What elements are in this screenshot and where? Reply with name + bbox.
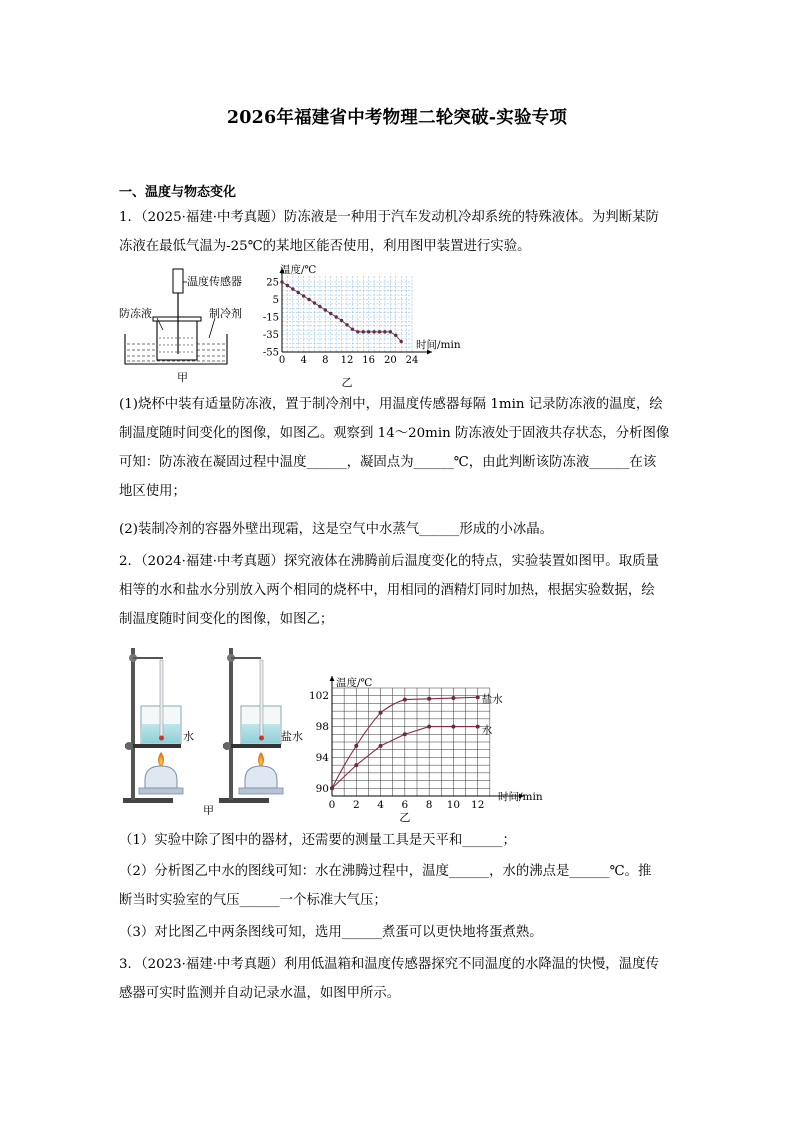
chart-caption: 乙 (399, 811, 411, 824)
q2-part3: （3）对比图乙中两条图线可知，选用______煮蛋可以更快地将蛋煮熟。 (119, 925, 543, 940)
q2-apparatus-figure (119, 640, 309, 815)
data-point (318, 305, 321, 308)
y-tick-label: 94 (315, 751, 329, 764)
data-point (372, 330, 375, 333)
y-tick-label: 90 (315, 782, 329, 795)
q2-part2 (119, 857, 679, 915)
q2-stem-line-3: 制温度随时间变化的图像，如图乙； (119, 612, 334, 627)
label-sensor: 温度传感器 (187, 275, 242, 288)
data-point (383, 330, 386, 333)
data-point (394, 334, 397, 337)
stand-rod (229, 648, 233, 800)
q2-stem (119, 547, 679, 634)
q3-stem-line-1: 3．（2023·福建·中考真题）利用低温箱和温度传感器探究不同温度的水降温的快慢，温度传 (119, 957, 659, 972)
x-tick-label: 8 (425, 799, 433, 811)
y-tick-label: 25 (266, 277, 279, 289)
data-point (324, 308, 327, 311)
y-tick-label: -15 (262, 312, 279, 324)
x-tick-label: 4 (377, 799, 384, 811)
q2-part2-line-2: 断当时实验室的气压______一个标准大气压； (119, 893, 387, 908)
x-tick-label: 2 (352, 799, 360, 811)
q2-stem-line-1: 2．（2024·福建·中考真题）探究液体在沸腾前后温度变化的特点，实验装置如图甲。取质量 (119, 554, 659, 569)
data-point (280, 280, 283, 283)
q1-part1-line-2: 制温度随时间变化的图像，如图乙。观察到 14～20min 防冻液处于固液共存状态，分析图像 (119, 426, 670, 441)
data-point (389, 330, 392, 333)
y-axis-label: 温度/℃ (280, 264, 317, 276)
q1-stem (119, 203, 679, 261)
series-label: 水 (481, 724, 493, 737)
caption-jia: 甲 (203, 804, 214, 815)
section-heading: 一、温度与物态变化 (119, 185, 237, 200)
data-point (403, 698, 407, 702)
x-tick-label: 24 (405, 355, 419, 366)
thermometer (260, 660, 263, 738)
thermometer (160, 660, 163, 738)
y-axis-label: 温度/℃ (336, 677, 373, 689)
caption-jia: 甲 (177, 371, 188, 384)
data-point (427, 725, 431, 729)
x-tick-label: 20 (383, 355, 397, 366)
data-point (334, 315, 337, 318)
q1-apparatus-figure (119, 266, 259, 386)
q1-part1 (119, 390, 679, 506)
data-point (286, 284, 289, 287)
data-point (451, 725, 455, 729)
data-point (302, 294, 305, 297)
q1-part1-line-1: (1)烧杯中装有适量防冻液，置于制冷剂中，用温度传感器每隔 1min 记录防冻液的温度，绘 (119, 397, 663, 412)
x-tick-label: 4 (300, 355, 307, 366)
data-point (291, 287, 294, 290)
stand-base (123, 798, 173, 803)
data-point (297, 291, 300, 294)
data-point (345, 323, 348, 326)
x-tick-label: 8 (322, 355, 329, 366)
alcohol-lamp (245, 766, 277, 788)
gauze-plate (223, 744, 281, 748)
x-axis-label: 时间/min (498, 791, 543, 803)
q3-stem-line-2: 感器可实时监测并自动记录水温，如图甲所示。 (119, 986, 401, 1001)
data-point (403, 732, 407, 736)
data-point (307, 298, 310, 301)
data-point (340, 319, 343, 322)
q2-part1: （1）实验中除了图中的器材，还需要的测量工具是天平和______； (119, 833, 516, 848)
sensor-head (173, 269, 183, 293)
y-tick-label: -35 (262, 330, 279, 341)
y-axis-arrow (330, 676, 335, 681)
y-tick-label: 102 (308, 690, 329, 703)
beaker-lid (153, 317, 201, 321)
label-antifreeze: 防冻液 (119, 307, 152, 320)
data-point (313, 301, 316, 304)
x-tick-label: 0 (328, 799, 336, 811)
q2-part2-line-1: （2）分析图乙中水的图线可知：水在沸腾过程中，温度______，水的沸点是______℃。推 (119, 864, 652, 879)
x-tick-label: 16 (362, 355, 376, 366)
data-point (476, 725, 480, 729)
data-point (427, 697, 431, 701)
gauze-plate (125, 744, 181, 748)
data-point (329, 312, 332, 315)
q1-cooling-chart (260, 262, 475, 390)
y-tick-label: 5 (272, 295, 279, 306)
q2-boiling-chart (308, 672, 558, 824)
data-point (367, 330, 370, 333)
data-point (354, 744, 358, 748)
data-point (379, 711, 383, 715)
series-label: 盐水 (481, 693, 503, 706)
thermometer-bulb (259, 736, 264, 741)
data-point (378, 330, 381, 333)
x-axis-label: 时间/min (416, 339, 461, 351)
stand-rod (131, 648, 135, 800)
q2-stem-line-2: 相等的水和盐水分别放入两个相同的烧杯中，用相同的酒精灯同时加热，根据实验数据，绘 (119, 583, 655, 598)
x-tick-label: 6 (401, 799, 409, 811)
data-point (379, 744, 383, 748)
q1-part1-line-4: 地区使用； (119, 484, 186, 499)
q1-stem-line-2: 冻液在最低气温为-25℃的某地区能否使用，利用图甲装置进行实验。 (119, 239, 531, 254)
data-point (362, 330, 365, 333)
q1-part2: (2)装制冷剂的容器外壁出现霜，这是空气中水蒸气______形成的小冰晶。 (119, 522, 554, 537)
y-tick-label: -55 (262, 347, 279, 359)
data-point (451, 696, 455, 700)
x-tick-label: 12 (471, 799, 485, 811)
data-point (476, 695, 480, 699)
data-point (354, 763, 358, 767)
beaker (157, 320, 197, 360)
data-point (351, 328, 354, 331)
x-tick-label: 10 (446, 799, 461, 811)
label-coolant: 制冷剂 (209, 307, 242, 320)
setup-water (123, 648, 194, 803)
x-tick-label: 0 (278, 355, 286, 366)
page-title: 2026年福建省中考物理二轮突破-实验专项 (226, 108, 568, 128)
x-tick-label: 12 (340, 355, 354, 366)
setup-saltwater (219, 648, 303, 803)
data-point (330, 786, 334, 790)
data-point (399, 340, 402, 343)
q3-stem (119, 950, 679, 1008)
q1-part1-line-3: 可知：防冻液在凝固过程中温度______，凝固点为______℃，由此判断该防冻液______在该 (119, 455, 657, 470)
q1-stem-line-1: 1．（2025·福建·中考真题）防冻液是一种用于汽车发动机冷却系统的特殊液体。为判断某防 (119, 210, 659, 225)
alcohol-lamp (145, 766, 177, 788)
label-water: 水 (183, 730, 194, 743)
thermometer-bulb (159, 736, 164, 741)
y-tick-label: 98 (315, 721, 329, 734)
stand-base (219, 798, 269, 803)
chart-caption: 乙 (341, 376, 353, 389)
data-point (356, 330, 359, 333)
label-saltwater: 盐水 (281, 730, 303, 743)
